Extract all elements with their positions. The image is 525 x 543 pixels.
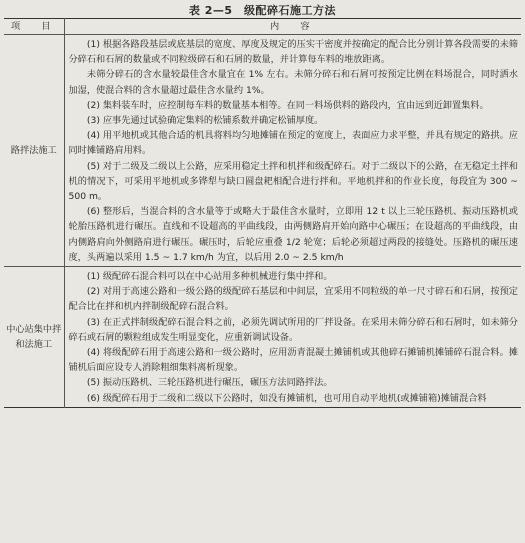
paragraph: (1) 根据各路段基层或底基层的宽度、厚度及规定的压实干密度并按确定的配合比分别计算各段需要的未筛分碎石和石屑的数量或不同粒级碎石和石屑的数量，并计算每车料的堆放距离。 <box>68 39 518 66</box>
paragraph: (3) 在正式拌制级配碎石混合料之前，必须先调试所用的厂拌设备。在采用未筛分碎石和石屑时，如未筛分碎石或石屑的颗粒组成发生明显变化，应重新调试设备。 <box>68 316 518 343</box>
header-content: 内 容 <box>64 19 521 35</box>
paragraph: (5) 振动压路机、三轮压路机进行碾压，碾压方法同路拌法。 <box>86 377 333 389</box>
construction-methods-table <box>4 18 521 408</box>
paragraph: (4) 用平地机或其他合适的机具将料均匀地摊铺在预定的宽度上，表面应力求平整，并具有规定的路拱。应同时摊铺路肩用料。 <box>68 130 518 157</box>
row-content-central-plant <box>64 267 521 408</box>
paragraph: (6) 整形后，当混合料的含水量等于或略大于最佳含水量时，立即用 12 t 以上三轮压路机、振动压路机或轮胎压路机进行碾压。直线和不设超高的平曲线段，由两侧路肩开始向路中心碾压；在设超高的平曲线段，由内侧路肩向外侧路肩进行碾压。碾压时，后轮应重叠 1/2 轮宽；后轮必须超过两段的接缝处。压路机的碾压速度，头两遍以采用 1.5 ~ 1.7 km/h 为宜，以后用 2.0 ~ 2.5 km/h <box>68 206 518 263</box>
row-label-central-plant: 中心站集中拌和法施工 <box>4 267 64 408</box>
paragraph: (3) 应事先通过试验确定集料的松铺系数并确定松铺厚度。 <box>86 115 324 127</box>
row-label-road-mix: 路拌法施工 <box>4 35 64 267</box>
paragraph: (5) 对于二级及二级以上公路，应采用稳定土拌和机拌和级配碎石。对于二级以下的公路，在无稳定土拌和机的情况下，可采用平地机或多铧犁与缺口圆盘耙相配合进行拌和。平地机拌和的作业长度，每段宜为 300 ~ 500 m。 <box>68 160 518 203</box>
table-title: 表 2—5 级配碎石施工方法 <box>188 4 337 17</box>
row-content-road-mix <box>64 35 521 267</box>
header-item: 项 目 <box>4 19 64 35</box>
paragraph: 未筛分碎石的含水量较最佳含水量宜在 1% 左右。未筛分碎石和石屑可按预定比例在料场混合，同时洒水加湿，使混合料的含水量超过最佳含水量约 1%。 <box>68 69 518 96</box>
paragraph: (2) 对用于高速公路和一级公路的级配碎石基层和中间层，宜采用不同粒级的单一尺寸碎石和石屑，按预定配合比在拌和机内拌制级配碎石混合料。 <box>68 286 518 313</box>
paragraph: (4) 将级配碎石用于高速公路和一级公路时，应用沥青混凝土摊铺机或其他碎石摊铺机摊铺碎石混合料。摊铺机后面应设专人消除粗细集料离析现象。 <box>68 347 518 374</box>
paragraph: (6) 级配碎石用于二级和二级以下公路时，如没有摊铺机，也可用自动平地机(或摊铺箱)摊铺混合料 <box>86 392 487 404</box>
paragraph: (1) 级配碎石混合料可以在中心站用多种机械进行集中拌和。 <box>86 271 333 283</box>
table-header-row <box>4 19 521 35</box>
table-row <box>4 267 521 408</box>
paragraph: (2) 集料装车时，应控制每车料的数量基本相等。在同一料场供料的路段内，宜由远到近卸置集料。 <box>86 99 489 111</box>
table-row <box>4 35 521 267</box>
